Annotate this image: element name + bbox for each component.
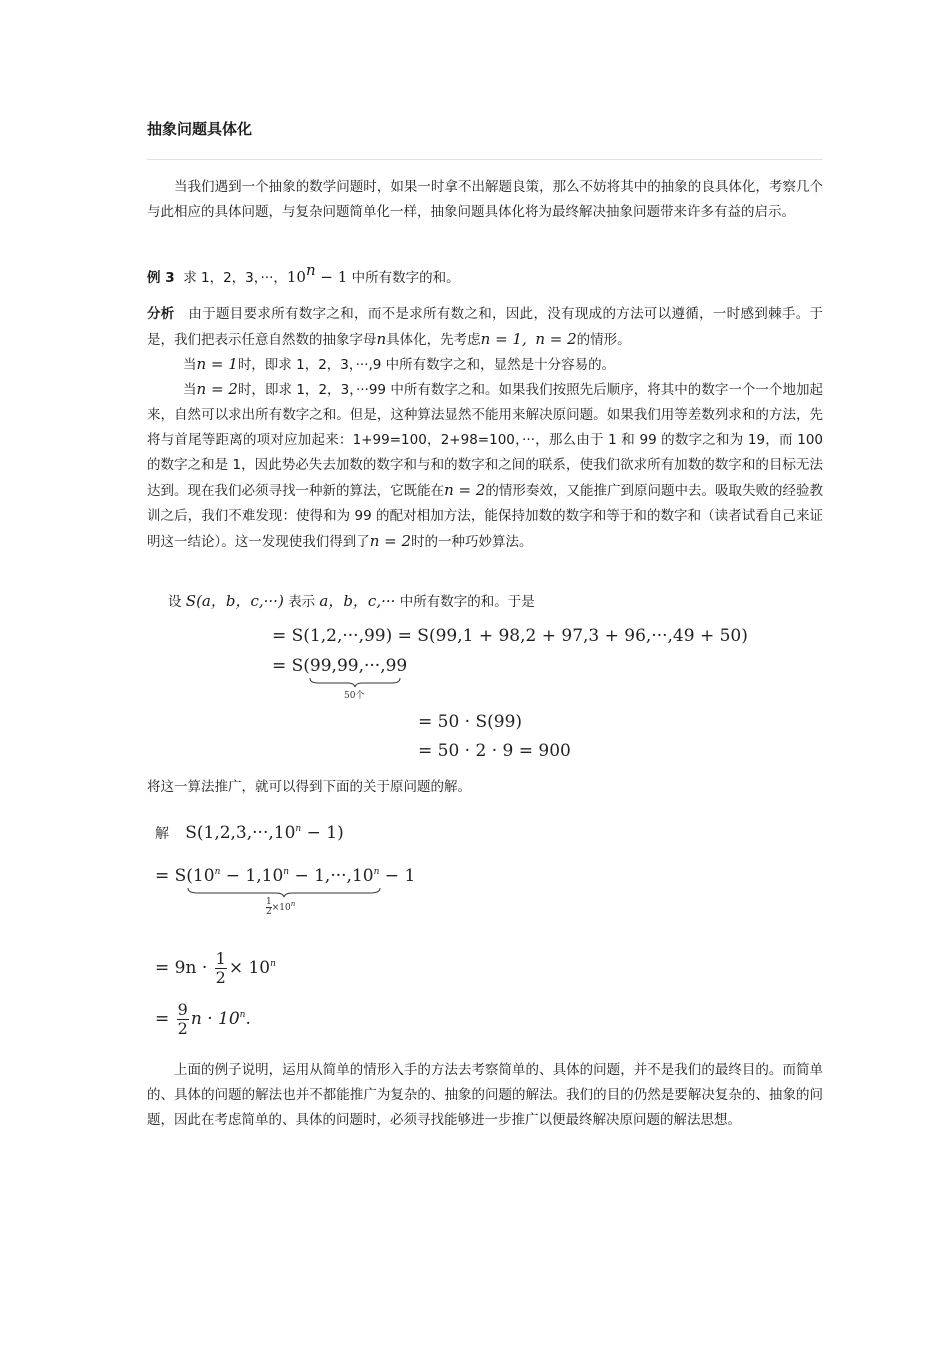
analysis-p1-c2: n = 2 — [535, 330, 577, 348]
analysis-p1-b: 具体化，先考虑 — [386, 332, 481, 348]
solution-l2-tail: − 1 — [379, 866, 416, 886]
generalize-paragraph: 将这一算法推广，就可以得到下面的关于原问题的解。 — [147, 779, 471, 795]
analysis-paragraph-1 — [147, 302, 823, 353]
calc-line-3: = 50 · S(99) — [418, 712, 523, 732]
define-b: 表示 — [288, 594, 316, 610]
solution-l1-tail: − 1) — [301, 823, 344, 843]
calc-line-1: = S(1,2,···,99) = S(99,1 + 98,2 + 97,3 + 96,···,49 + 50) — [272, 626, 748, 646]
solution-line-4 — [155, 1001, 251, 1038]
analysis-p3-c: n = 2 — [196, 380, 238, 398]
example-exp: n — [305, 261, 316, 279]
solution-l2: = S(10 — [155, 866, 215, 886]
solution-under-num: 1 — [266, 897, 272, 907]
analysis-p3-c2: n = 2 — [444, 481, 486, 499]
define-expr: S(a，b，c,···) — [185, 592, 284, 610]
solution-l2-mid1: − 1,10 — [220, 866, 284, 886]
solution-l3-num: 1 — [215, 949, 226, 968]
define-line — [168, 589, 768, 615]
solution-underbrace — [186, 886, 382, 898]
solution-l1-exp: n — [295, 824, 302, 834]
analysis-p3-b: 时，即求 1，2，3，···99 中所有数字之和。如果我们按照先后顺序，将其中的数字一个一个地加起来，自然可以求出所有数字之和。但是，这种算法显然不能用来解决原问题。如果我们用等差数列求和的方法，先将与首尾等距离的项对应加起来：1+99=100，2+98=100，···，那么由于 1 和 99 的数字之和为 19，而 100 的数字之和是 1，因此势必失去加数的数字和与和的数字和之间的联系，使我们欲求所有加数的数字和的目标无法达到。现在我们必须寻找一种新的算法，它既能在 — [147, 382, 824, 499]
solution-under-exp: n — [290, 900, 296, 908]
analysis-paragraph-3 — [147, 377, 823, 555]
solution-label: 解 — [155, 826, 169, 842]
analysis-paragraph-2 — [147, 352, 823, 378]
solution-l3-exp: n — [270, 959, 276, 969]
analysis-label: 分析 — [147, 306, 175, 322]
solution-l4-exp: n — [239, 1010, 246, 1020]
solution-line-1 — [155, 823, 344, 843]
example-text-b: 中所有数字的和。 — [347, 270, 460, 286]
solution-l3-den: 2 — [215, 968, 226, 987]
document-title: 抽象问题具体化 — [147, 120, 253, 138]
analysis-p1-a: 由于题目要求所有数字之和，而不是求所有数之和，因此，没有现成的方法可以遵循，一时感到棘手。于是，我们把表示任意自然数的抽象字母 — [147, 306, 824, 348]
solution-l4-a: = — [155, 1009, 170, 1029]
example-text-a: 求 1，2，3，···， — [183, 270, 287, 286]
solution-l3-fraction — [215, 950, 227, 987]
define-a: 设 — [168, 594, 182, 610]
calc-underbrace — [308, 676, 402, 688]
calc-underbrace-label: 50个 — [344, 691, 365, 701]
solution-l4-den: 2 — [177, 1019, 188, 1038]
solution-under-den: 2 — [266, 907, 272, 917]
solution-l3-a: = 9n · — [155, 958, 208, 978]
intro-paragraph: 当我们遇到一个抽象的数学问题时，如果一时拿不出解题良策，那么不妨将其中的抽象的良具体化，考察几个与此相应的具体问题，与复杂问题简单化一样，抽象问题具体化将为最终解决抽象问题带来许多有益的启示。 — [147, 179, 823, 220]
solution-l2-exp-1: n — [214, 867, 221, 877]
conclusion-paragraph: 上面的例子说明，运用从简单的情形入手的方法去考察简单的、具体的问题，并不是我们的最终目的。而简单的、具体的问题的解法也并不都能推广为复杂的、抽象的问题的解法。我们的目的仍然是要解决复杂的、抽象的问题，因此在考虑简单的、具体的问题时，必须寻找能够进一步推广以便最终解决原问题的解法思想。 — [147, 1062, 823, 1128]
solution-line-2 — [155, 866, 415, 886]
solution-l4-b: n · 10 — [190, 1009, 240, 1029]
define-c: 中所有数字的和。于是 — [399, 594, 535, 610]
analysis-p1-d: 的情形。 — [576, 332, 631, 348]
solution-under-tail: ×10 — [271, 903, 291, 913]
solution-l3-b: × 10 — [228, 958, 271, 978]
analysis-p3-d: 的情形奏效，又能推广到原问题中去。吸取失败的经验教训之后，我们不难发现：使得和为 99 的配对相加方法，能保持加数的数字和等于和的数字和（读者试看自己来证明这一结论）。这一发现使我们得到了 — [147, 483, 824, 550]
solution-l4-fraction — [177, 1001, 189, 1038]
solution-l2-mid2: − 1,···,10 — [289, 866, 374, 886]
calc-line-2: = S(99,99,···,99 — [272, 656, 408, 676]
analysis-p2-b: 时，即求 1，2，3，···,9 中所有数字之和，显然是十分容易的。 — [237, 357, 616, 373]
calc-line-4: = 50 · 2 · 9 = 900 — [418, 741, 571, 761]
analysis-p1-c1: n = 1, — [480, 330, 527, 348]
title-divider — [147, 159, 823, 160]
analysis-p3-c3: n = 2 — [369, 532, 412, 550]
solution-l4-num: 9 — [177, 1000, 188, 1019]
example-expr: 10 — [286, 268, 306, 286]
analysis-p3-e: 时的一种巧妙算法。 — [411, 534, 533, 550]
solution-l2-exp-3: n — [373, 867, 380, 877]
define-vars: a，b，c,··· — [319, 592, 396, 610]
solution-l1: S(1,2,3,···,10 — [185, 823, 296, 843]
example-expr-tail: − 1 — [315, 268, 348, 286]
analysis-p2-a: 当 — [183, 357, 197, 373]
solution-l2-exp-2: n — [283, 867, 290, 877]
analysis-p3-a: 当 — [183, 382, 197, 398]
analysis-p2-c: n = 1 — [196, 355, 238, 373]
solution-underbrace-label — [266, 898, 295, 917]
solution-l4-tail: . — [245, 1009, 251, 1029]
solution-line-3 — [155, 950, 276, 987]
example-statement — [147, 261, 823, 291]
analysis-p1-n: n — [376, 330, 387, 348]
example-label: 例 3 — [147, 270, 175, 286]
